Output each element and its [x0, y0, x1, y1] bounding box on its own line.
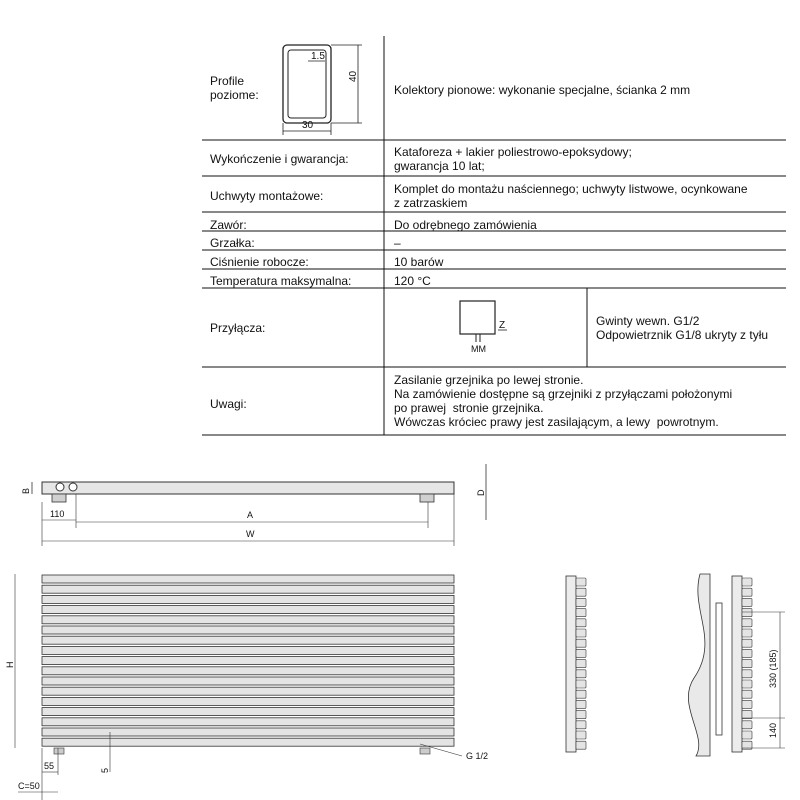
radiator-bar — [42, 575, 454, 583]
radiator-bar — [42, 718, 454, 726]
wall-fin — [742, 700, 752, 708]
side-fin — [576, 721, 586, 729]
top-w-label: W — [246, 529, 255, 539]
wall-fin — [742, 711, 752, 719]
wall-fin — [742, 578, 752, 586]
row-pressure-value: 10 barów — [394, 255, 444, 269]
wall-mount-drawing — [688, 574, 785, 756]
side-fin — [576, 639, 586, 647]
profile-width-label: 30 — [302, 120, 314, 131]
wall-fin — [742, 639, 752, 647]
row-mounting-value: Komplet do montażu naściennego; uchwyty listwowe, ocynkowane z zatrzaskiem — [394, 182, 748, 210]
wall-fin — [742, 629, 752, 637]
top-a-label: A — [247, 510, 254, 520]
side-fin — [576, 711, 586, 719]
radiator-bar — [42, 708, 454, 716]
top-b-label: B — [21, 487, 31, 494]
connection-bottom-label: MM — [471, 344, 486, 354]
row-pressure-label: Ciśnienie robocze: — [210, 255, 309, 269]
radiator-bar — [42, 667, 454, 675]
side-fin — [576, 598, 586, 606]
radiator-bar — [42, 677, 454, 685]
radiator-bar — [42, 687, 454, 695]
row-connections-value: Gwinty wewn. G1/2 Odpowietrznik G1/8 ukryty z tyłu — [596, 314, 769, 342]
row-valve-label: Zawór: — [210, 218, 247, 232]
radiator-bar — [42, 636, 454, 644]
side-fin — [576, 731, 586, 739]
front-c-label: C=50 — [18, 781, 40, 791]
row-notes-value: Zasilanie grzejnika po lewej stronie. Na zamówienie dostępne są grzejniki z przyłączami położonymi po prawej stronie grzejnika. Wówczas króciec prawy jest zasilającym, a lewy powrotnym. — [394, 373, 733, 429]
top-view-drawing — [21, 464, 486, 546]
wall-fin — [742, 619, 752, 627]
side-fin — [576, 660, 586, 668]
side-fin — [576, 588, 586, 596]
radiator-bar — [42, 595, 454, 603]
top-110-label: 110 — [50, 509, 65, 519]
row-connections-label: Przyłącza: — [210, 321, 266, 335]
side-fin — [576, 649, 586, 657]
side-140-label: 140 — [768, 722, 778, 738]
wall-fin — [742, 721, 752, 729]
row-mounting-label: Uchwyty montażowe: — [210, 189, 324, 203]
wall-fin — [742, 690, 752, 698]
top-d-label: D — [476, 489, 486, 496]
connection-side-label: Z — [499, 320, 506, 331]
side-fin — [576, 680, 586, 688]
side-fin — [576, 670, 586, 678]
pipe-connector — [420, 748, 430, 754]
side-fin — [576, 741, 586, 749]
radiator-bar — [42, 728, 454, 736]
wall-fin — [742, 680, 752, 688]
side-fin — [576, 609, 586, 617]
radiator-bar — [42, 585, 454, 593]
front-55-label: 55 — [44, 761, 55, 771]
side-330-label: 330 (185) — [768, 649, 778, 688]
radiator-bar — [42, 657, 454, 665]
row-finish-label: Wykończenie i gwarancja: — [210, 152, 349, 166]
side-fin — [576, 578, 586, 586]
side-view-drawing — [566, 576, 586, 752]
side-fin — [576, 619, 586, 627]
front-view-drawing — [5, 574, 488, 800]
front-h-label: H — [5, 661, 15, 668]
wall-fin — [742, 649, 752, 657]
radiator-bar — [42, 697, 454, 705]
row-finish-value: Kataforeza + lakier poliestrowo-epoksydowy; gwarancja 10 lat; — [394, 145, 632, 173]
side-fin — [576, 629, 586, 637]
row-profile-label: Profile poziome: — [210, 74, 259, 102]
row-heater-value: – — [394, 236, 401, 250]
row-valve-value: Do odrębnego zamówienia — [394, 218, 537, 232]
profile-height-label: 40 — [348, 70, 359, 82]
radiator-bar — [42, 626, 454, 634]
row-temperature-label: Temperatura maksymalna: — [210, 274, 352, 288]
wall-fin — [742, 731, 752, 739]
side-fin — [576, 700, 586, 708]
wall-fin — [742, 660, 752, 668]
wall-fin — [742, 609, 752, 617]
wall-fin — [742, 588, 752, 596]
row-notes-label: Uwagi: — [210, 397, 247, 411]
radiator-bar — [42, 616, 454, 624]
wall-fin — [742, 598, 752, 606]
radiator-bar — [42, 646, 454, 654]
row-profile-value: Kolektory pionowe: wykonanie specjalne, ścianka 2 mm — [394, 83, 691, 97]
front-5-label: 5 — [100, 767, 110, 773]
side-fin — [576, 690, 586, 698]
profile-wall-label: 1.5 — [311, 51, 325, 62]
pipe-connector — [54, 748, 64, 754]
wall-fin — [742, 670, 752, 678]
radiator-bar — [42, 738, 454, 746]
front-thread-label: G 1/2 — [466, 751, 489, 761]
row-temperature-value: 120 °C — [394, 274, 431, 288]
row-heater-label: Grzałka: — [210, 236, 255, 250]
radiator-bar — [42, 606, 454, 614]
